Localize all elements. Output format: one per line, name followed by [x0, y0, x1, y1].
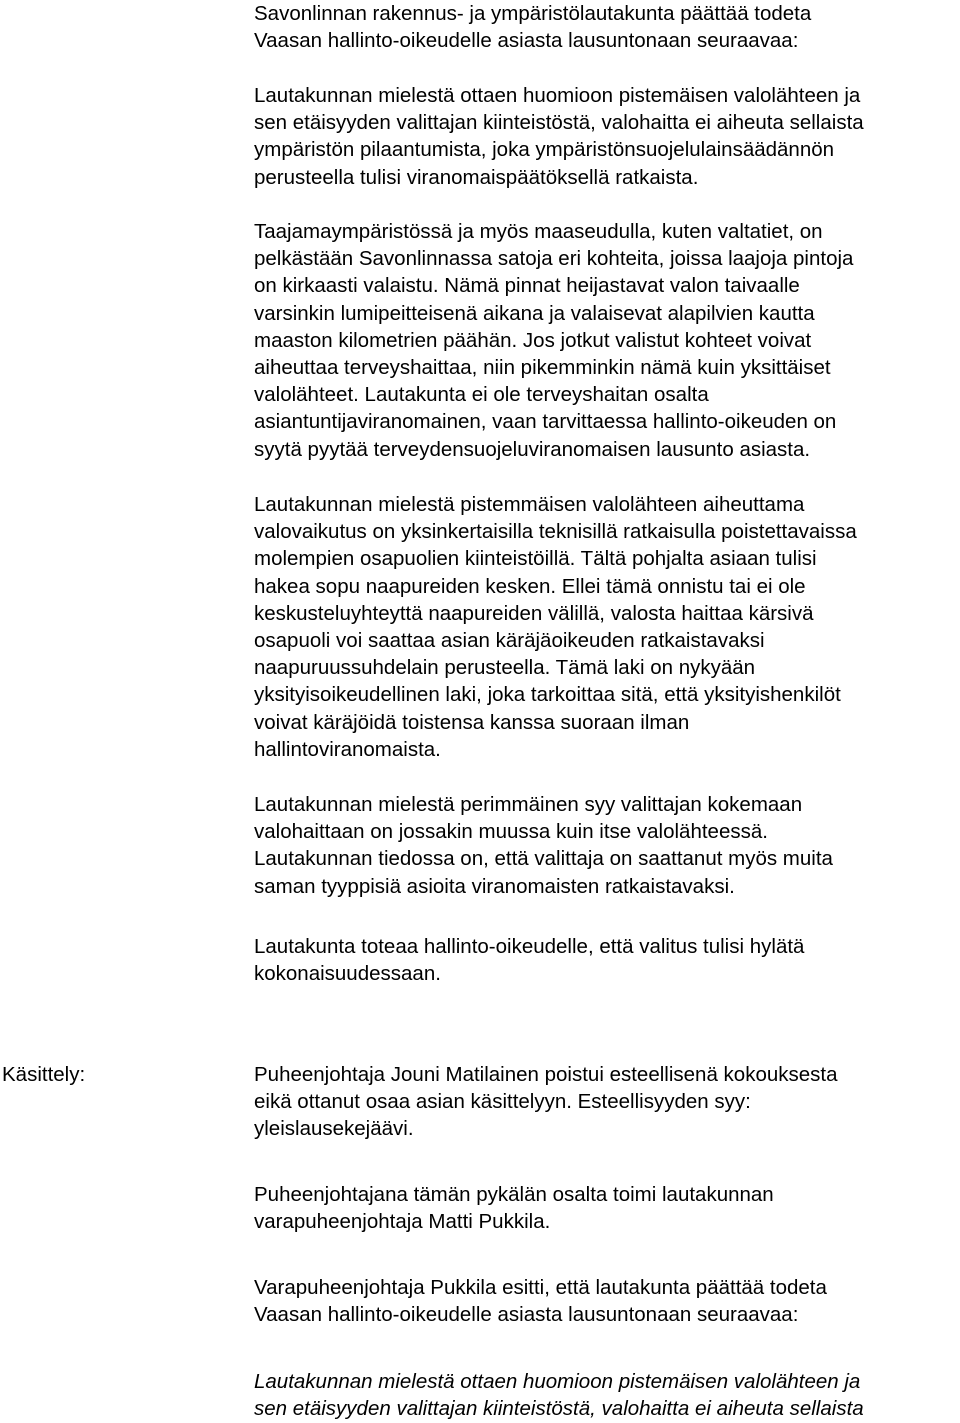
- paragraph-root-cause: [254, 791, 960, 900]
- text-line: on kirkaasti valaistu. Nämä pinnat heijastavat valon taivaalle: [254, 274, 800, 298]
- paragraph-conclusion: [254, 933, 960, 987]
- text-line: eikä ottanut osaa asian käsittelyyn. Esteellisyyden syy:: [254, 1090, 751, 1114]
- text-line: valovaikutus on yksinkertaisilla teknisillä ratkaisulla poistettavaissa: [254, 520, 857, 544]
- kasittely-label: Käsittely:: [2, 1063, 86, 1086]
- text-line: hakea sopu naapureiden kesken. Ellei tämä onnistu tai ei ole: [254, 574, 806, 598]
- text-line: Varapuheenjohtaja Pukkila esitti, että lautakunta päättää todeta: [254, 1276, 827, 1299]
- text-line: Lautakunnan mielestä ottaen huomioon pistemäisen valolähteen ja: [254, 84, 861, 107]
- paragraph-proposal: [254, 1274, 960, 1328]
- text-line: yksityisoikeudellinen laki, joka tarkoittaa sitä, että yksityishenkilöt: [254, 683, 841, 707]
- text-line: Puheenjohtajana tämän pykälän osalta toimi lautakunnan: [254, 1183, 774, 1206]
- text-line: Vaasan hallinto-oikeudelle asiasta lausuntonaan seuraavaa:: [254, 29, 799, 53]
- text-line: valolähteet. Lautakunta ei ole terveyshaitan osalta: [254, 383, 709, 407]
- text-line: Lautakunnan mielestä pistemmäisen valolähteen aiheuttama: [254, 493, 805, 516]
- text-line: Vaasan hallinto-oikeudelle asiasta lausuntonaan seuraavaa:: [254, 1303, 799, 1327]
- paragraph-technical-solution: [254, 491, 960, 763]
- text-line: Savonlinnan rakennus- ja ympäristölautakunta päättää todeta: [254, 2, 812, 25]
- text-line: molempien osapuolien kiinteistöillä. Tältä pohjalta asiaan tulisi: [254, 547, 817, 571]
- paragraph-intro: [254, 0, 960, 54]
- text-line: osapuoli voi saattaa asian käräjäoikeuden ratkaistavaksi: [254, 629, 765, 653]
- text-line: Puheenjohtaja Jouni Matilainen poistui esteellisenä kokouksesta: [254, 1063, 838, 1086]
- text-line: Lautakunnan mielestä perimmäinen syy valittajan kokemaan: [254, 793, 803, 816]
- text-line: hallintoviranomaista.: [254, 737, 441, 761]
- text-line: Lautakunnan tiedossa on, että valittaja on saattanut myös muita: [254, 847, 833, 871]
- text-line: maaston kilometrien päähän. Jos jotkut valistut kohteet voivat: [254, 328, 812, 352]
- text-line: sen etäisyyden valittajan kiinteistöstä, valohaitta ei aiheuta sellaista: [254, 1397, 864, 1421]
- paragraph-proposal-quote: [254, 1368, 960, 1422]
- paragraph-opinion: [254, 82, 960, 191]
- text-line: valohaittaan on jossakin muussa kuin itse valolähteessä.: [254, 820, 768, 844]
- text-line: voivat käräjöidä toistensa kanssa suoraan ilman: [254, 710, 690, 734]
- paragraph-urban-environment: [254, 218, 960, 463]
- text-line: ympäristön pilaantumista, joka ympäristönsuojelulainsäädännön: [254, 138, 835, 162]
- text-line: pelkästään Savonlinnassa satoja eri kohteita, joissa laajoja pintoja: [254, 247, 854, 271]
- text-line: Lautakunnan mielestä ottaen huomioon pistemäisen valolähteen ja: [254, 1370, 861, 1393]
- text-line: varapuheenjohtaja Matti Pukkila.: [254, 1210, 551, 1234]
- text-line: varsinkin lumipeitteisenä aikana ja valaisevat alapilvien kautta: [254, 301, 815, 325]
- text-line: kokonaisuudessaan.: [254, 962, 441, 986]
- text-line: saman tyyppisiä asioita viranomaisten ratkaistavaksi.: [254, 874, 735, 898]
- text-line: yleislausekejäävi.: [254, 1117, 414, 1141]
- text-line: asiantuntijaviranomainen, vaan tarvittaessa hallinto-oikeuden on: [254, 410, 837, 434]
- text-line: keskusteluyhteyttä naapureiden välillä, valosta haittaa kärsivä: [254, 601, 814, 625]
- text-line: Taajamaympäristössä ja myös maaseudulla, kuten valtatiet, on: [254, 220, 823, 243]
- paragraph-chair-disqualified: [254, 1061, 960, 1143]
- text-line: naapuruussuhdelain perusteella. Tämä laki on nykyään: [254, 656, 756, 680]
- text-line: Lautakunta toteaa hallinto-oikeudelle, että valitus tulisi hylätä: [254, 935, 805, 958]
- text-line: perusteella tulisi viranomaispäätöksellä ratkaista.: [254, 165, 699, 189]
- text-line: syytä pyytää terveydensuojeluviranomaisen lausunto asiasta.: [254, 437, 811, 461]
- text-line: aiheuttaa terveyshaittaa, niin pikemminkin nämä kuin yksittäiset: [254, 356, 831, 380]
- paragraph-vice-chair: [254, 1181, 960, 1235]
- text-line: sen etäisyyden valittajan kiinteistöstä, valohaitta ei aiheuta sellaista: [254, 111, 864, 135]
